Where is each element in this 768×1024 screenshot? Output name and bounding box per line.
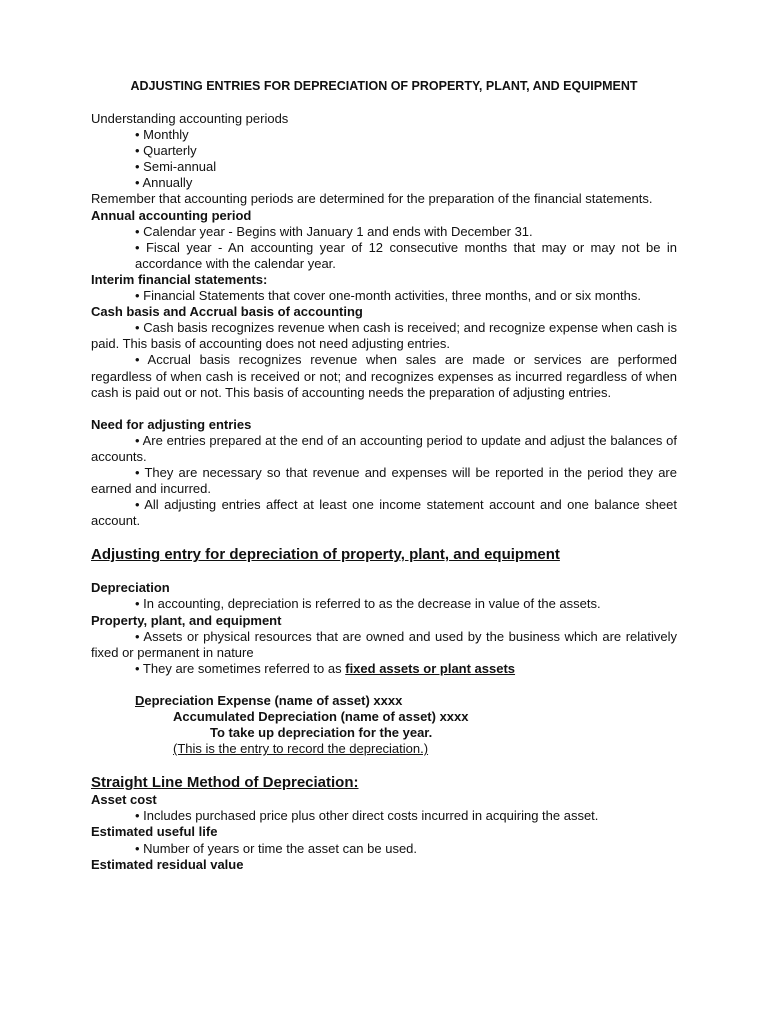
basis-cash: • Cash basis recognizes revenue when cash is received; and recognize expense when cash is paid. This basis of accounting does not need adjusting entries.	[91, 320, 677, 352]
periods-remember: Remember that accounting periods are determined for the preparation of the financial statements.	[91, 191, 653, 207]
annual-heading: Annual accounting period	[91, 207, 252, 223]
interim-heading: Interim financial statements:	[91, 271, 268, 287]
basis-heading: Cash basis and Accrual basis of accounting	[91, 304, 363, 320]
spacer	[91, 757, 677, 773]
entry-note: (This is the entry to record the depreciation.)	[173, 741, 429, 757]
entry-explanation: To take up depreciation for the year.	[210, 725, 433, 741]
period-item: • Quarterly	[135, 143, 197, 159]
ppe-text: • Assets or physical resources that are owned and used by the business which are relatively fixed or permanent in nature	[91, 628, 677, 660]
periods-intro: Understanding accounting periods	[91, 111, 289, 126]
period-item: • Monthly	[135, 127, 189, 143]
spacer	[91, 572, 677, 580]
basis-accrual: • Accrual basis recognizes revenue when sales are made or services are performed regardless of when cash is received or not; and recognizes expenses as incurred regardless of when cash is paid out or not. This basis of accounting needs the preparation of adjusting entries.	[91, 352, 677, 400]
adjusting-section-heading: Adjusting entry for depreciation of property, plant, and equipment	[91, 546, 560, 564]
spacer	[91, 401, 677, 417]
need-bullet: • All adjusting entries affect at least one income statement account and one balance sheet account.	[91, 497, 677, 529]
entry-debit-rest: epreciation Expense (name of asset) xxxx	[144, 692, 403, 708]
entry-debit-line	[91, 693, 677, 709]
interim-text: • Financial Statements that cover one-month activities, three months, and or six months.	[135, 288, 642, 304]
ppe-heading: Property, plant, and equipment	[91, 612, 282, 628]
useful-life-text: • Number of years or time the asset can be used.	[135, 840, 418, 856]
spacer	[91, 564, 677, 572]
annual-calendar: • Calendar year - Begins with January 1 and ends with December 31.	[135, 223, 533, 239]
asset-cost-text: • Includes purchased price plus other direct costs incurred in acquiring the asset.	[135, 808, 599, 824]
depreciation-heading: Depreciation	[91, 580, 170, 596]
annual-fiscal: • Fiscal year - An accounting year of 12 consecutive months that may or may not be in accordance with the calendar year.	[135, 239, 677, 271]
spacer	[91, 529, 677, 545]
straight-line-heading: Straight Line Method of Depreciation:	[91, 774, 359, 792]
asset-cost-heading: Asset cost	[91, 792, 157, 808]
useful-life-heading: Estimated useful life	[91, 824, 218, 840]
entry-debit-initial: D	[135, 692, 145, 708]
depreciation-text: • In accounting, depreciation is referred to as the decrease in value of the assets.	[135, 596, 601, 612]
spacer	[91, 677, 677, 693]
period-item: • Annually	[135, 175, 193, 191]
need-heading: Need for adjusting entries	[91, 416, 252, 432]
period-item: • Semi-annual	[135, 159, 217, 175]
need-bullet: • Are entries prepared at the end of an accounting period to update and adjust the balances of accounts.	[91, 432, 677, 464]
residual-value-heading: Estimated residual value	[91, 856, 244, 872]
ppe-text-2-prefix: • They are sometimes referred to as	[135, 660, 346, 676]
fixed-assets-term: fixed assets or plant assets	[345, 660, 516, 676]
need-bullet: • They are necessary so that revenue and expenses will be reported in the period they are earned and incurred.	[91, 464, 677, 497]
document-title: ADJUSTING ENTRIES FOR DEPRECIATION OF PROPERTY, PLANT, AND EQUIPMENT	[130, 79, 638, 93]
ppe-text-2	[91, 661, 677, 677]
entry-credit-line: Accumulated Depreciation (name of asset) xxxx	[173, 709, 469, 724]
